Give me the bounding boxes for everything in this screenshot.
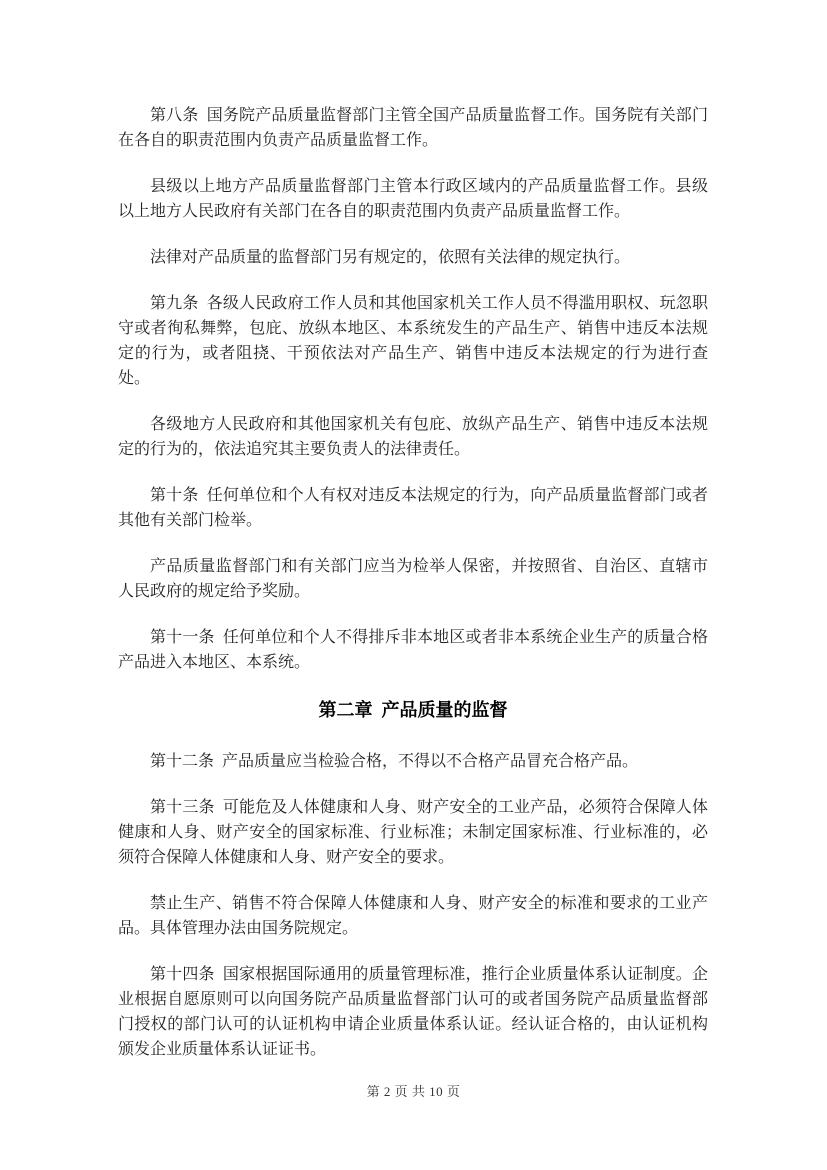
paragraph-article-13-para-2: 禁止生产、销售不符合保障人体健康和人身、财产安全的标准和要求的工业产品。具体管理办法由国务院规定。 [118,895,708,937]
paragraph-article-8-para-2: 县级以上地方产品质量监督部门主管本行政区域内的产品质量监督工作。县级以上地方人民政府有关部门在各自的职责范围内负责产品质量监督工作。 [118,178,708,220]
paragraph-article-8-para-3: 法律对产品质量的监督部门另有规定的，依照有关法律的规定执行。 [150,249,631,266]
page-number-text: 第 2 页 共 10 页 [366,1084,461,1099]
paragraph-article-10: 第十条 任何单位和个人有权对违反本法规定的行为，向产品质量监督部门或者其他有关部门检举。 [118,487,708,529]
paragraph-article-13: 第十三条 可能危及人体健康和人身、财产安全的工业产品，必须符合保障人体健康和人身、财产安全的国家标准、行业标准；未制定国家标准、行业标准的，必须符合保障人体健康和人身、财产安全的要求。 [118,799,708,866]
paragraph-article-10-para-2: 产品质量监督部门和有关部门应当为检举人保密，并按照省、自治区、直辖市人民政府的规定给予奖励。 [118,558,708,600]
paragraph-article-12: 第十二条 产品质量应当检验合格，不得以不合格产品冒充合格产品。 [150,753,639,770]
paragraph-article-11: 第十一条 任何单位和个人不得排斥非本地区或者非本系统企业生产的质量合格产品进入本地区、本系统。 [118,629,708,671]
chapter-2-heading: 第二章 产品质量的监督 [318,700,508,720]
paragraph-article-9: 第九条 各级人民政府工作人员和其他国家机关工作人员不得滥用职权、玩忽职守或者徇私舞弊，包庇、放纵本地区、本系统发生的产品生产、销售中违反本法规定的行为，或者阻挠、干预依法对产品生产、销售中违反本法规定的行为进行查处。 [118,295,708,387]
paragraph-article-14: 第十四条 国家根据国际通用的质量管理标准，推行企业质量体系认证制度。企业根据自愿原则可以向国务院产品质量监督部门认可的或者国务院产品质量监督部门授权的部门认可的认证机构申请企业质量体系认证。经认证合格的，由认证机构颁发企业质量体系认证证书。 [118,966,708,1058]
paragraph-article-8: 第八条 国务院产品质量监督部门主管全国产品质量监督工作。国务院有关部门在各自的职责范围内负责产品质量监督工作。 [118,107,708,149]
document-body [118,103,708,1083]
paragraph-article-9-para-2: 各级地方人民政府和其他国家机关有包庇、放纵产品生产、销售中违反本法规定的行为的，依法追究其主要负责人的法律责任。 [118,416,708,458]
page-footer [0,1083,827,1101]
